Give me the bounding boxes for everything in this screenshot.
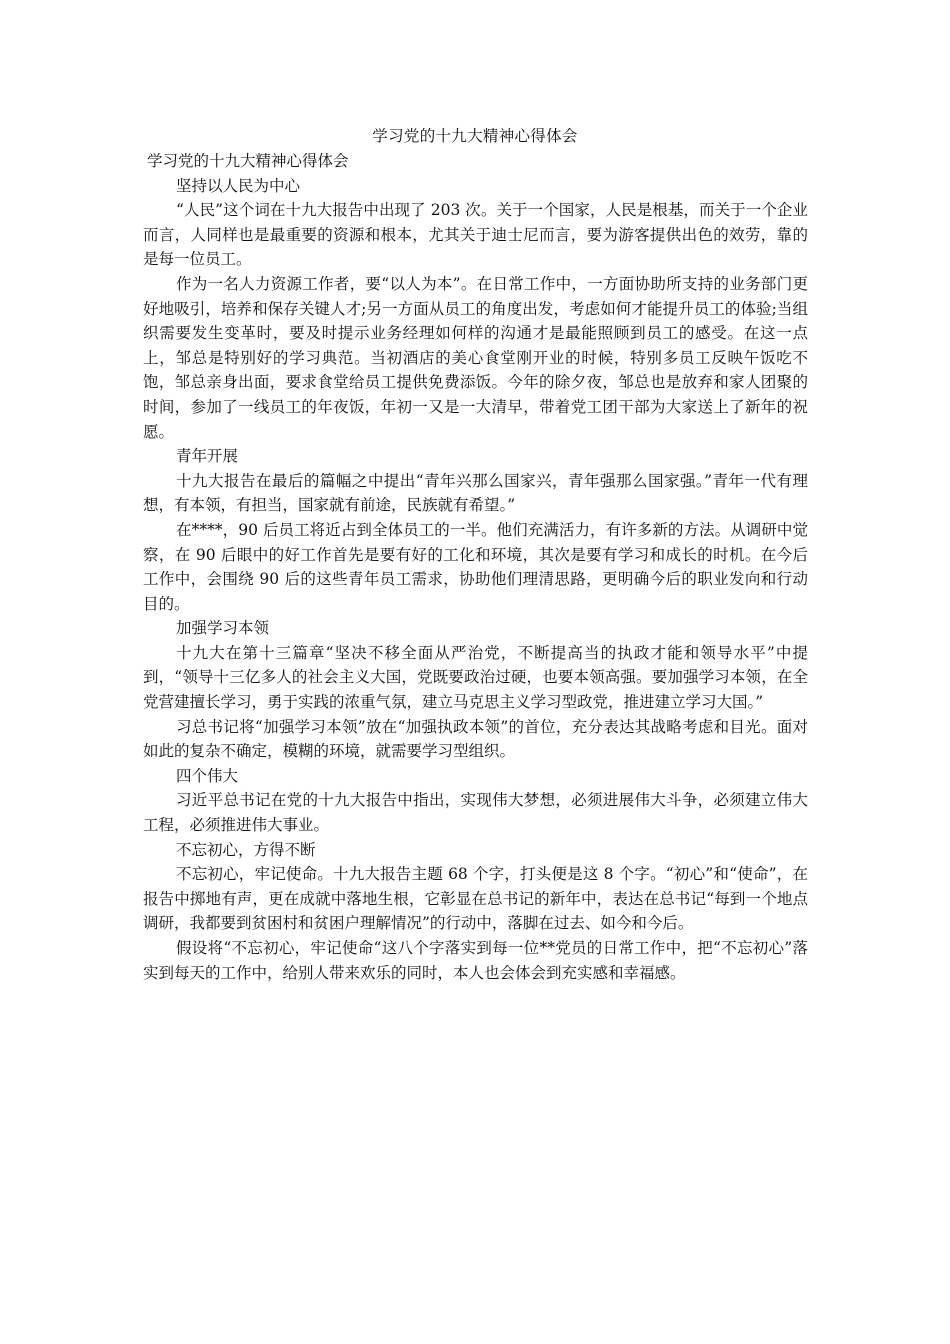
section-heading: 青年开展	[176, 447, 239, 466]
body-paragraph: 在****，90 后员工将近占到全体员工的一半。他们充满活力，有许多新的方法。从调研中觉察，在 90 后眼中的好工作首先是要有好的工化和环境，其次是要有学习和成长的时机。在今后工作中，会围绕 90 后的这些青年员工需求，协助他们理清思路，更明确今后的职业发向和行动目的。	[143, 520, 808, 613]
body-paragraph: “人民”这个词在十九大报告中出现了 203 次。关于一个国家，人民是根基，而关于一个企业而言，人同样也是最重要的资源和根本，尤其关于迪士尼而言，要为游客提供出色的效劳，靠的是每一位员工。	[143, 201, 808, 269]
document-subtitle: 学习党的十九大精神心得体会	[147, 152, 349, 170]
content-blocks	[143, 174, 808, 986]
section-heading: 四个伟大	[176, 766, 239, 785]
section-heading: 不忘初心，方得不断	[176, 840, 316, 859]
body-paragraph: 习近平总书记在党的十九大报告中指出，实现伟大梦想，必须进展伟大斗争，必须建立伟大工程，必须推进伟大事业。	[143, 791, 808, 835]
document-title: 学习党的十九大精神心得体会	[372, 127, 578, 145]
document-body	[143, 149, 808, 985]
section-heading: 加强学习本领	[176, 619, 270, 638]
body-paragraph: 十九大在第十三篇章“坚决不移全面从严治党，不断提高当的执政才能和领导水平”中提到，“领导十三亿多人的社会主义大国，党既要政治过硬，也要本领高强。要加强学习本领，在全党营建擅长学习，勇于实践的浓重气氛，建立马克思主义学习型政党，推进建立学习大国。”	[143, 643, 808, 712]
body-paragraph: 十九大报告在最后的篇幅之中提出“青年兴那么国家兴，青年强那么国家强。”青年一代有理想，有本领，有担当，国家就有前途，民族就有希望。”	[143, 471, 808, 515]
body-paragraph: 假设将“不忘初心，牢记使命“这八个字落实到每一位**党员的日常工作中，把“不忘初心”落实到每天的工作中，给别人带来欢乐的同时，本人也会体会到充实感和幸福感。	[143, 939, 808, 982]
body-paragraph: 不忘初心，牢记使命。十九大报告主题 68 个字，打头便是这 8 个字。“初心”和“使命”，在报告中掷地有声，更在成就中落地生根，它彰显在总书记的新年中，表达在总书记“每到一个地点调研，我都要到贫困村和贫困户理解情况”的行动中，落脚在过去、如今和今后。	[143, 865, 808, 933]
body-paragraph: 习总书记将“加强学习本领”放在“加强执政本领”的首位，充分表达其战略考虑和目光。面对如此的复杂不确定，模糊的环境，就需要学习型组织。	[143, 717, 808, 761]
body-paragraph: 作为一名人力资源工作者，要“以人为本”。在日常工作中，一方面协助所支持的业务部门更好地吸引，培养和保存关键人才;另一方面从员工的角度出发，考虑如何才能提升员工的体验;当组织需要发生变革时，要及时提示业务经理如何样的沟通才是最能照顾到员工的感受。在这一点上，邹总是特别好的学习典范。当初酒店的美心食堂刚开业的时候，特别多员工反映午饭吃不饱，邹总亲身出面，要求食堂给员工提供免费添饭。今年的除夕夜，邹总也是放弃和家人团聚的时间，参加了一线员工的年夜饭，年初一又是一大清早，带着党工团干部为大家送上了新年的祝愿。	[143, 274, 808, 441]
section-heading: 坚持以人民为中心	[176, 176, 301, 195]
